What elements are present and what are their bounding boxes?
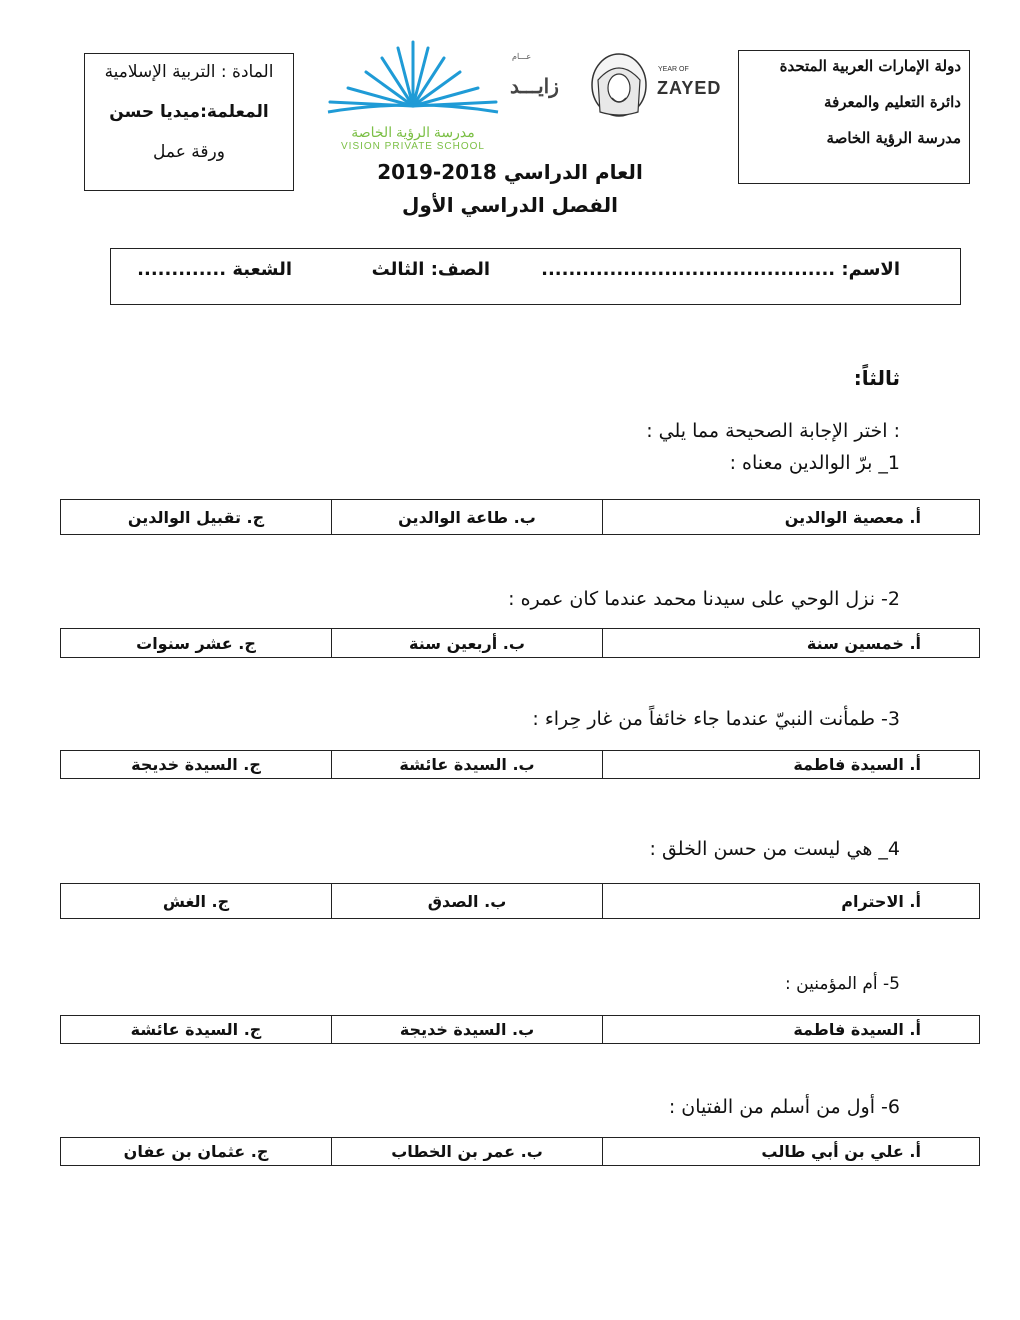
option-c[interactable]: ج. عشر سنوات bbox=[61, 629, 332, 658]
options-table-6 bbox=[60, 1137, 980, 1166]
year-of-zayed-logo bbox=[510, 52, 725, 118]
question-5: 5- أم المؤمنين : bbox=[785, 974, 900, 994]
school-info-box bbox=[738, 50, 970, 184]
option-a[interactable]: أ. السيدة فاطمة bbox=[603, 751, 980, 779]
option-b[interactable]: ب. طاعة الوالدين bbox=[332, 500, 603, 535]
options-table-2 bbox=[60, 628, 980, 658]
country-label: دولة الإمارات العربية المتحدة bbox=[779, 57, 961, 75]
portrait-icon bbox=[588, 52, 650, 118]
options-table-1 bbox=[60, 499, 980, 535]
option-a[interactable]: أ. الاحترام bbox=[603, 884, 980, 919]
option-c[interactable]: ج. السيدة خديجة bbox=[61, 751, 332, 779]
year-of-label: YEAR OF bbox=[658, 66, 689, 73]
options-table-5 bbox=[60, 1015, 980, 1044]
school-logo-english: VISION PRIVATE SCHOOL bbox=[341, 141, 485, 152]
option-b[interactable]: ب. عمر بن الخطاب bbox=[332, 1138, 603, 1166]
option-b[interactable]: ب. أربعين سنة bbox=[332, 629, 603, 658]
instruction-text: : اختر الإجابة الصحيحة مما يلي : bbox=[646, 420, 900, 442]
subject-info-box bbox=[84, 53, 294, 191]
option-c[interactable]: ج. تقبيل الوالدين bbox=[61, 500, 332, 535]
school-logo-arabic: مدرسة الرؤية الخاصة bbox=[351, 124, 475, 140]
sunburst-logo-icon bbox=[318, 40, 508, 120]
option-b[interactable]: ب. السيدة عائشة bbox=[332, 751, 603, 779]
department-label: دائرة التعليم والمعرفة bbox=[824, 93, 961, 111]
section-title: ثالثاً: bbox=[853, 366, 900, 390]
option-a[interactable]: أ. معصية الوالدين bbox=[603, 500, 980, 535]
student-info-box bbox=[110, 248, 961, 305]
option-c[interactable]: ج. السيدة عائشة bbox=[61, 1016, 332, 1044]
option-c[interactable]: ج. الغش bbox=[61, 884, 332, 919]
options-table-4 bbox=[60, 883, 980, 919]
zayed-arabic: زايـــد bbox=[510, 76, 559, 98]
question-6: 6- أول من أسلم من الفتيان : bbox=[668, 1096, 900, 1118]
grade-label: الصف: الثالث bbox=[371, 259, 490, 280]
subject-label: المادة : التربية الإسلامية bbox=[104, 62, 274, 82]
school-name-label: مدرسة الرؤية الخاصة bbox=[826, 129, 961, 147]
student-name-field[interactable]: الاسم: ........................................... bbox=[541, 259, 900, 280]
academic-year: العام الدراسي 2018-2019 bbox=[377, 160, 643, 184]
semester-title: الفصل الدراسي الأول bbox=[402, 193, 618, 217]
school-logo bbox=[318, 40, 508, 150]
question-1: 1_ برّ الوالدين معناه : bbox=[729, 452, 900, 474]
teacher-label: المعلمة:ميديا حسن bbox=[109, 102, 269, 122]
option-a[interactable]: أ. السيدة فاطمة bbox=[603, 1016, 980, 1044]
question-2: 2- نزل الوحي على سيدنا محمد عندما كان عمره : bbox=[508, 588, 900, 610]
option-a[interactable]: أ. علي بن أبي طالب bbox=[603, 1138, 980, 1166]
option-b[interactable]: ب. الصدق bbox=[332, 884, 603, 919]
option-a[interactable]: أ. خمسين سنة bbox=[603, 629, 980, 658]
option-b[interactable]: ب. السيدة خديجة bbox=[332, 1016, 603, 1044]
zayed-label: ZAYED bbox=[657, 78, 722, 98]
option-c[interactable]: ج. عثمان بن عفان bbox=[61, 1138, 332, 1166]
zayed-small-arabic: عـــام bbox=[512, 52, 532, 61]
section-field[interactable]: الشعبة ............. bbox=[137, 259, 292, 280]
sheet-label: ورقة عمل bbox=[153, 142, 225, 162]
question-3: 3- طمأنت النبيّ عندما جاء خائفاً من غار حِراء : bbox=[532, 708, 900, 730]
options-table-3 bbox=[60, 750, 980, 779]
question-4: 4_ هي ليست من حسن الخلق : bbox=[649, 838, 900, 860]
